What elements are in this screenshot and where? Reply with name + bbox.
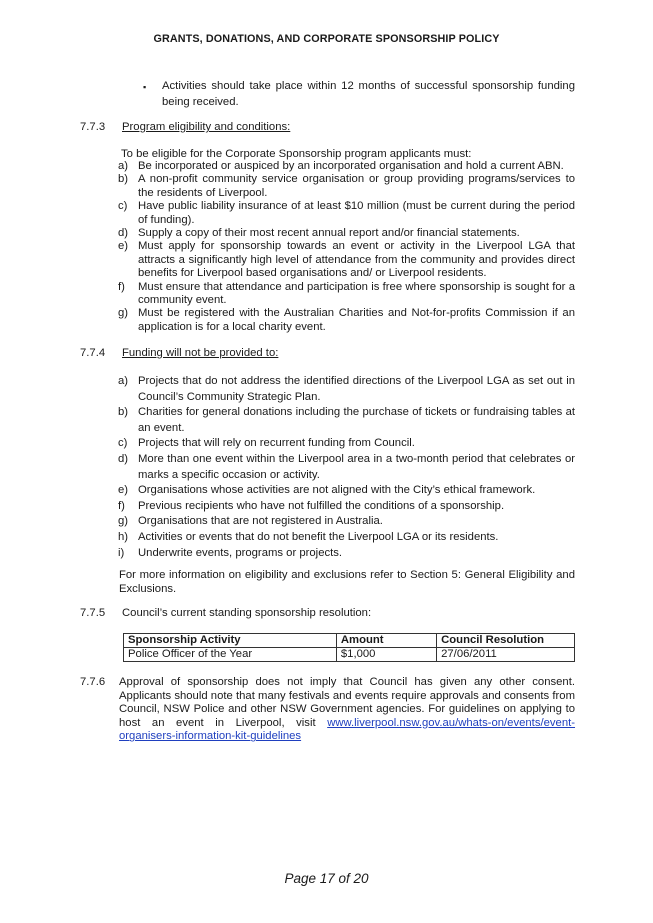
list-item-letter: i)	[118, 546, 125, 559]
square-bullet-icon: ▪	[143, 82, 147, 92]
list-item	[118, 240, 575, 280]
list-item	[118, 452, 575, 483]
list-item-text: Organisations that are not registered in Australia.	[138, 515, 383, 528]
list-item	[118, 374, 575, 405]
event-guidelines-link[interactable]: www.liverpool.nsw.gov.au/whats-on/events/event-organisers-information-kit-guidelines	[119, 716, 576, 743]
list-item	[118, 200, 575, 227]
list-item-text: Charities for general donations including the purchase of tickets or fundraising tables at an event.	[138, 406, 575, 434]
list-item-letter: g)	[118, 307, 129, 320]
list-item-text: Have public liability insurance of at least $10 million (must be current during the period of funding).	[138, 200, 575, 226]
page-header-title: GRANTS, DONATIONS, AND CORPORATE SPONSORSHIP POLICY	[153, 33, 500, 45]
list-item-text: Projects that do not address the identified directions of the Liverpool LGA as set out in Council’s Community Strategic Plan.	[138, 375, 575, 403]
section-number: 7.7.6	[80, 676, 106, 688]
list-item-letter: c)	[118, 437, 128, 450]
list-item-letter: a)	[118, 375, 129, 387]
list-item-letter: c)	[118, 200, 128, 213]
column-header: Amount	[336, 634, 436, 648]
exclusions-list	[118, 374, 575, 561]
section-number: 7.7.4	[80, 347, 106, 359]
list-item-text: Underwrite events, programs or projects.	[138, 546, 343, 559]
list-item-text: Organisations whose activities are not aligned with the City’s ethical framework.	[138, 484, 536, 497]
section-773-intro: To be eligible for the Corporate Sponsorship program applicants must:	[121, 148, 472, 160]
list-item-letter: f)	[118, 499, 125, 512]
section-title: Council’s current standing sponsorship resolution:	[122, 607, 372, 619]
list-item-text: Activities or events that do not benefit the Liverpool LGA or its residents.	[138, 530, 499, 543]
list-item-text: Previous recipients who have not fulfilled the conditions of a sponsorship.	[138, 499, 505, 512]
column-header: Sponsorship Activity	[124, 634, 337, 648]
table-row	[124, 648, 575, 662]
list-item-letter: b)	[118, 173, 129, 186]
eligibility-list	[118, 160, 575, 334]
list-item-letter: h)	[118, 530, 129, 543]
list-item-text: Projects that will rely on recurrent funding from Council.	[138, 437, 415, 450]
table-cell: Police Officer of the Year	[124, 648, 337, 662]
list-item	[118, 483, 575, 499]
list-item-text: Must apply for sponsorship towards an event or activity in the Liverpool LGA that attracts a significantly high level of attendance from the community and provides direct benefits for Liverpool based organisations and/ or Liverpool residents.	[138, 240, 575, 280]
list-item	[118, 173, 575, 200]
section-title: Funding will not be provided to:	[122, 347, 279, 359]
list-item-text: More than one event within the Liverpool area in a two-month period that celebrates or marks a specific occasion or activity.	[138, 452, 575, 481]
list-item	[118, 405, 575, 436]
list-item-text: A non-profit community service organisation or group providing programs/services to the residents of Liverpool.	[138, 173, 575, 199]
list-item-letter: e)	[118, 484, 129, 497]
table-cell: $1,000	[336, 648, 436, 662]
list-item	[118, 227, 575, 240]
list-item	[118, 307, 575, 334]
list-item-letter: d)	[118, 227, 129, 240]
list-item-text: Be incorporated or auspiced by an incorporated organisation and hold a current ABN.	[138, 160, 564, 172]
list-item-letter: a)	[118, 160, 129, 172]
continued-bullet-item	[143, 78, 575, 110]
section-776-paragraph	[119, 676, 575, 744]
list-item	[118, 530, 575, 546]
list-item-text: Must be registered with the Australian Charities and Not-for-profits Commission if an application is for a local charity event.	[138, 307, 575, 333]
page-number: Page 17 of 20	[284, 871, 369, 886]
section-title: Program eligibility and conditions:	[122, 121, 291, 133]
section-number: 7.7.5	[80, 607, 106, 619]
list-item	[118, 281, 575, 308]
list-item-letter: b)	[118, 406, 129, 419]
list-item-text: Supply a copy of their most recent annual report and/or financial statements.	[138, 227, 520, 240]
table-cell: 27/06/2011	[437, 648, 575, 662]
section-number: 7.7.3	[80, 121, 106, 133]
bullet-text: Activities should take place within 12 months of successful sponsorship funding being received.	[162, 80, 575, 108]
sponsorship-resolution-table	[123, 633, 575, 662]
list-item	[118, 436, 575, 452]
list-item-letter: g)	[118, 515, 129, 528]
list-item-letter: e)	[118, 240, 129, 253]
list-item	[118, 499, 575, 515]
list-item-text: Must ensure that attendance and participation is free where sponsorship is sought for a community event.	[138, 280, 575, 307]
list-item-letter: f)	[118, 280, 125, 293]
table-header-row	[124, 634, 575, 648]
consent-text: Approval of sponsorship does not imply that Council has given any other consent. Applicants should note that many festivals and events require approvals and consents from Council, NSW Police and other NSW Government agencies. For guidelines on applying to host an event in Liverpool, visit	[119, 676, 575, 729]
more-info-paragraph: For more information on eligibility and exclusions refer to Section 5: General Eligibility and Exclusions.	[119, 569, 575, 595]
list-item	[118, 160, 575, 173]
column-header: Council Resolution	[437, 634, 575, 648]
list-item	[118, 546, 575, 562]
list-item	[118, 514, 575, 530]
list-item-letter: d)	[118, 452, 129, 465]
